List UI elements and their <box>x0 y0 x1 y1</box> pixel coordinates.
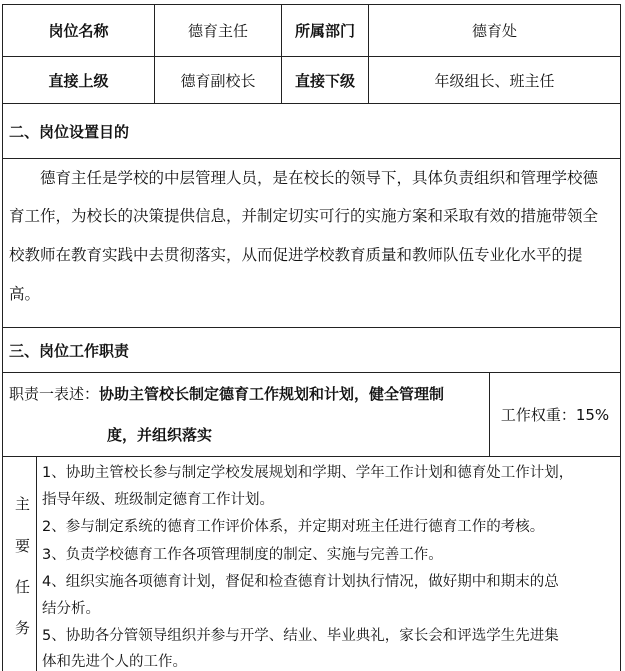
task-line: 3、负责学校德育工作各项管理制度的制定、实施与完善工作。 <box>42 547 443 563</box>
task-line: 体和先进个人的工作。 <box>42 654 187 670</box>
task-line: 结分析。 <box>42 601 100 617</box>
section2-body <box>2 158 621 328</box>
main-tasks-char: 主 <box>15 495 31 513</box>
duty1-line1 <box>9 383 444 404</box>
task-line: 5、协助各分管领导组织并参与开学、结业、毕业典礼，家长会和评选学生先进集 <box>42 628 559 644</box>
task-line: 1、协助主管校长参与制定学校发展规划和学期、学年工作计划和德育处工作计划， <box>42 465 574 481</box>
direct-superior-value: 德育副校长 <box>154 56 282 104</box>
main-tasks-char: 务 <box>15 619 31 637</box>
position-name-label: 岗位名称 <box>2 4 155 57</box>
section2-title: 二、岗位设置目的 <box>2 103 621 159</box>
section2-para-line: 德育主任是学校的中层管理人员，是在校长的领导下，具体负责组织和管理学校德 <box>40 169 599 187</box>
main-tasks-char: 要 <box>15 537 31 555</box>
duty1-prefix: 职责一表述： <box>9 385 100 403</box>
direct-subordinate-value: 年级组长、班主任 <box>368 56 621 104</box>
section3-title: 三、岗位工作职责 <box>2 327 621 373</box>
main-tasks-label <box>2 456 37 671</box>
task-line: 指导年级、班级制定德育工作计划。 <box>42 492 274 508</box>
department-value: 德育处 <box>368 4 621 57</box>
position-name-value: 德育主任 <box>154 4 282 57</box>
section2-para-line: 高。 <box>9 285 41 303</box>
duty1-text: 协助主管校长制定德育工作规划和计划，健全管理制 <box>99 385 445 403</box>
task-line: 4、组织实施各项德育计划，督促和检查德育计划执行情况，做好期中和期末的总 <box>42 574 559 590</box>
direct-subordinate-label: 直接下级 <box>281 56 369 104</box>
section2-para-line: 校教师在教育实践中去贯彻落实，从而促进学校教育质量和教师队伍专业化水平的提 <box>9 246 583 264</box>
department-label: 所属部门 <box>281 4 369 57</box>
task-line: 2、参与制定系统的德育工作评价体系，并定期对班主任进行德育工作的考核。 <box>42 519 545 535</box>
direct-superior-label: 直接上级 <box>2 56 155 104</box>
duty1-line2: 度，并组织落实 <box>107 426 213 444</box>
duty1-weight: 工作权重：15% <box>489 372 621 457</box>
section2-para-line: 育工作，为校长的决策提供信息，并制定切实可行的实施方案和采取有效的措施带领全 <box>9 207 599 225</box>
duty1-statement <box>2 372 490 457</box>
main-tasks-char: 任 <box>15 578 31 596</box>
